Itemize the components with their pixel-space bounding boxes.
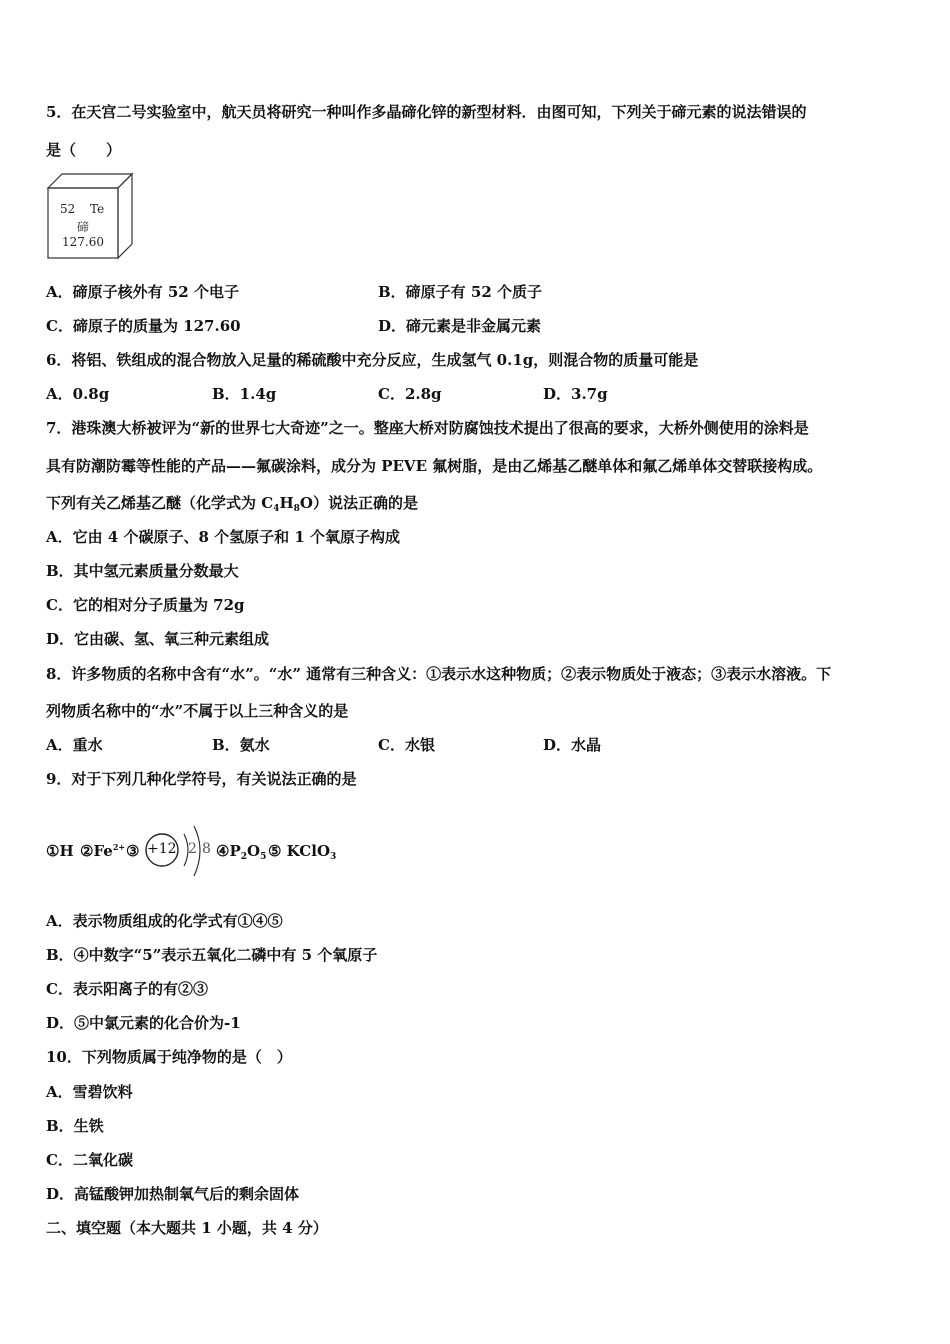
- chemical-symbols-row: [46, 830, 366, 890]
- q8-option-b: B．氨水: [212, 736, 270, 754]
- q9-stem: 9．对于下列几种化学符号，有关说法正确的是: [46, 770, 357, 788]
- q7-option-b: B．其中氢元素质量分数最大: [46, 562, 239, 580]
- tile-symbol: Te: [90, 202, 105, 216]
- q6-stem: 6．将铝、铁组成的混合物放入足量的稀硫酸中充分反应，生成氢气 0.1g，则混合物的质量可能是: [46, 351, 699, 369]
- section-2-heading: 二、填空题（本大题共 1 小题，共 4 分）: [46, 1219, 328, 1237]
- p2o5-p: ④P: [216, 842, 241, 860]
- q7-option-a: A．它由 4 个碳原子、8 个氢原子和 1 个氧原子构成: [46, 528, 401, 546]
- symbol-3-label: ③: [126, 842, 140, 860]
- q7-sub-4: 4: [273, 504, 280, 514]
- q8-stem-line1: 8．许多物质的名称中含有“水”。“水” 通常有三种含义：①表示水这种物质；②表示物质处于液态；③表示水溶液。下: [46, 665, 832, 683]
- q10-option-a: A．雪碧饮料: [46, 1083, 133, 1101]
- q10-stem: 10．下列物质属于纯净物的是（ ）: [46, 1048, 292, 1066]
- tile-atomic-number: 52: [60, 202, 76, 216]
- q5-stem-line2: 是（ ）: [46, 141, 122, 159]
- symbol-kclo3: [268, 842, 336, 860]
- q9-option-a: A．表示物质组成的化学式有①④⑤: [46, 912, 283, 930]
- q5-stem-line1: 5．在天宫二号实验室中，航天员将研究一种叫作多晶碲化锌的新型材料．由图可知，下列关于碲元素的说法错误的: [46, 103, 807, 121]
- symbol-fe: ②Fe: [80, 842, 113, 860]
- q8-option-c: C．水银: [378, 736, 435, 754]
- q8-option-d: D．水晶: [543, 736, 602, 754]
- q7-sub-8: 8: [293, 504, 300, 514]
- q7-line3-pre: 下列有关乙烯基乙醚（化学式为 C: [46, 494, 274, 512]
- q6-option-b: B．1.4g: [212, 385, 277, 403]
- q6-option-d: D．3.7g: [543, 385, 608, 403]
- q5-option-c: C．碲原子的质量为 127.60: [46, 317, 241, 335]
- symbol-fe-ion: [80, 842, 125, 860]
- q9-option-b: B．④中数字“5”表示五氧化二磷中有 5 个氧原子: [46, 946, 378, 964]
- kclo3-sub-3: 3: [330, 852, 337, 862]
- shell-1-electrons: 2: [188, 841, 197, 857]
- q10-option-c: C．二氧化碳: [46, 1151, 133, 1169]
- q7-option-d: D．它由碳、氢、氧三种元素组成: [46, 630, 270, 648]
- q6-option-a: A．0.8g: [46, 385, 110, 403]
- q7-stem-line2: 具有防潮防霉等性能的产品——氟碳涂料，成分为 PEVE 氟树脂，是由乙烯基乙醚单体和氟乙烯单体交替联接构成。: [46, 457, 823, 475]
- nucleus-charge: +12: [147, 841, 177, 857]
- fe-charge: 2+: [112, 842, 126, 852]
- p2o5-sub-2: 2: [240, 852, 247, 862]
- q10-option-b: B．生铁: [46, 1117, 104, 1135]
- q7-stem-line3: [46, 493, 418, 513]
- symbol-p2o5: [216, 842, 266, 860]
- p2o5-sub-5: 5: [260, 852, 267, 862]
- q7-line3-h: H: [279, 494, 294, 512]
- symbol-h: ①H: [46, 842, 74, 860]
- q9-option-c: C．表示阳离子的有②③: [46, 980, 208, 998]
- tile-atomic-mass: 127.60: [62, 235, 104, 249]
- kclo3-text: ⑤ KClO: [268, 842, 331, 860]
- q7-stem-line1: 7．港珠澳大桥被评为“新的世界七大奇迹”之一。整座大桥对防腐蚀技术提出了很高的要求，大桥外侧使用的涂料是: [46, 419, 809, 437]
- q7-line3-post: O）说法正确的是: [299, 494, 418, 512]
- q7-option-c: C．它的相对分子质量为 72g: [46, 596, 245, 614]
- q10-option-d: D．高锰酸钾加热制氧气后的剩余固体: [46, 1185, 300, 1203]
- shell-2-electrons: 8: [202, 841, 211, 857]
- q5-option-b: B．碲原子有 52 个质子: [378, 283, 542, 301]
- q6-option-c: C．2.8g: [378, 385, 442, 403]
- p2o5-o: O: [247, 842, 261, 860]
- q8-option-a: A．重水: [46, 736, 103, 754]
- tile-element-name: 碲: [77, 220, 90, 234]
- q9-option-d: D．⑤中氯元素的化合价为-1: [46, 1014, 241, 1032]
- q5-option-d: D．碲元素是非金属元素: [378, 317, 542, 335]
- tellurium-element-tile: [46, 172, 136, 260]
- q8-stem-line2: 列物质名称中的“水”不属于以上三种含义的是: [46, 702, 349, 720]
- q5-option-a: A．碲原子核外有 52 个电子: [46, 283, 239, 301]
